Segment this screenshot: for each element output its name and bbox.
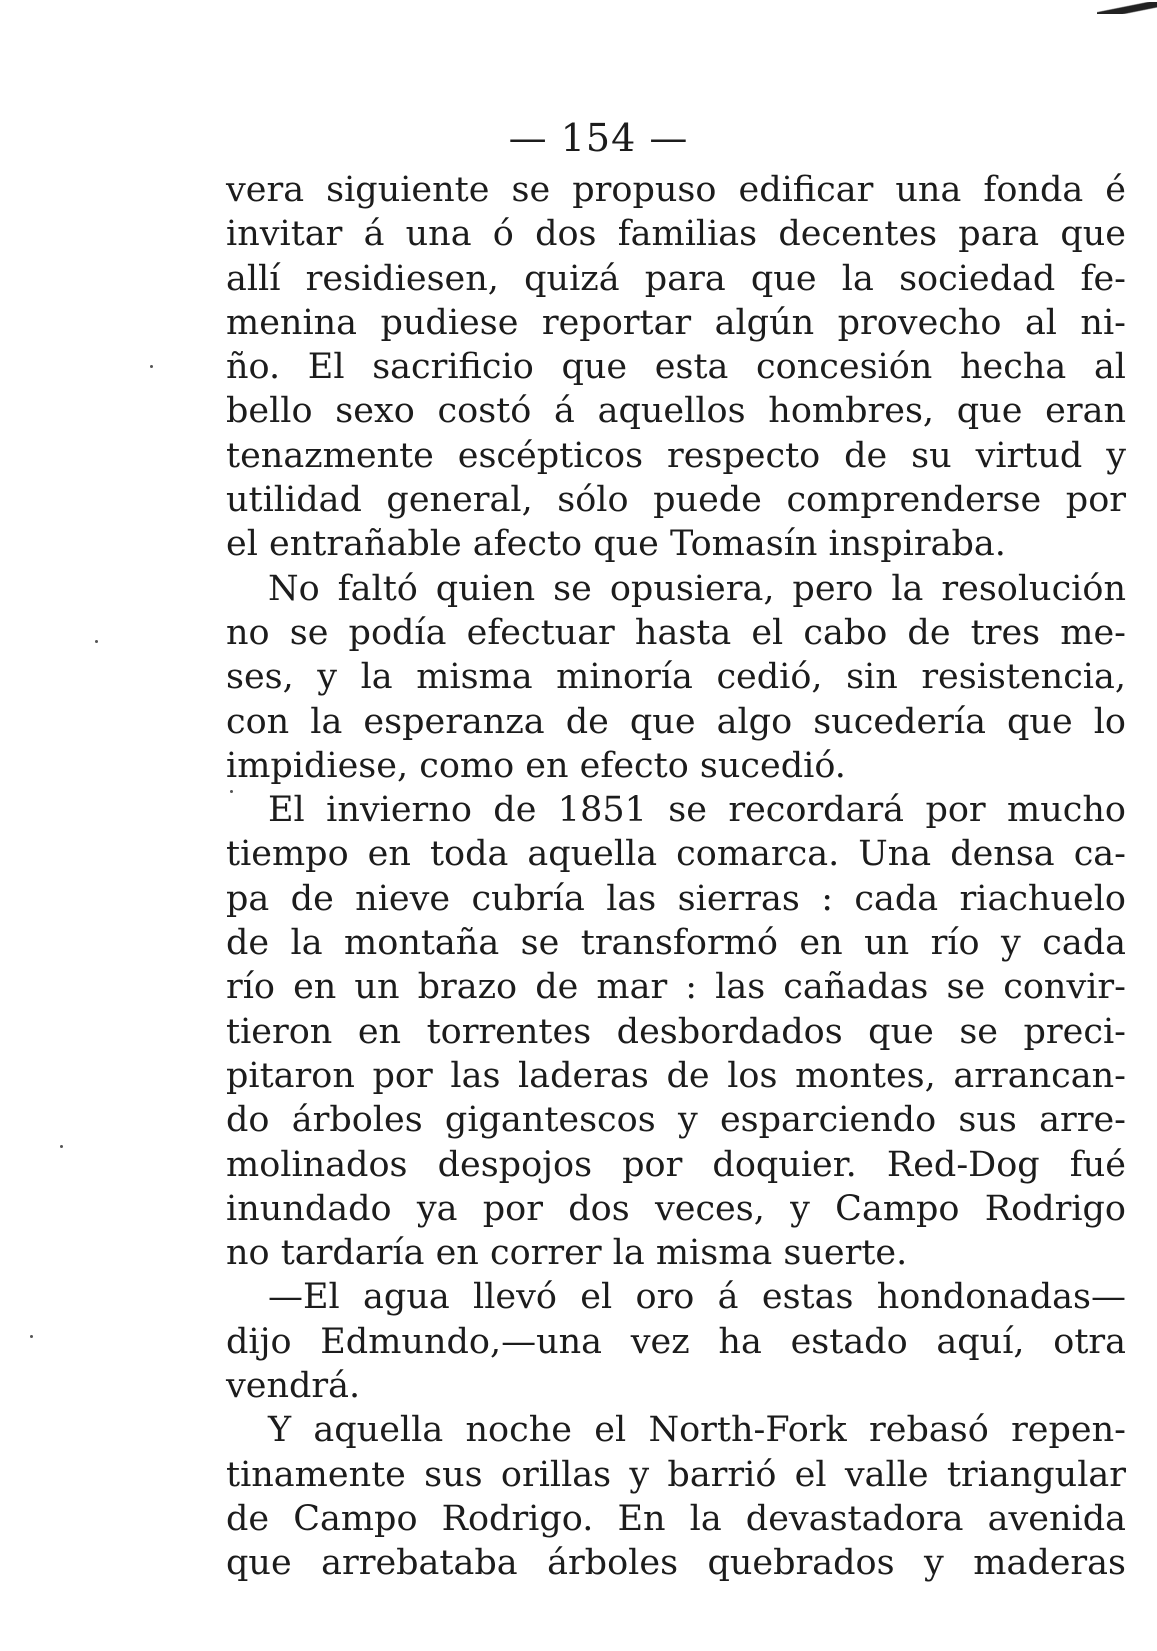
text-line: utilidad general, sólo puede comprenderse por (226, 480, 1126, 521)
text-line: vendrá. (226, 1366, 361, 1407)
text-line: impidiese, como en efecto sucedió. (226, 745, 846, 786)
text-line: de Campo Rodrigo. En la devastadora avenida (226, 1498, 1126, 1539)
text-line: allí residiesen, quizá para que la sociedad fe- (226, 258, 1126, 299)
paper-speck (150, 365, 153, 368)
corner-smudge (1097, 2, 1157, 14)
paper-speck (95, 640, 98, 643)
text-line: no tardaría en correr la misma suerte. (226, 1233, 908, 1274)
text-line: molinados despojos por doquier. Red-Dog fué (226, 1144, 1126, 1185)
text-line: tiempo en toda aquella comarca. Una densa ca- (226, 834, 1126, 875)
page-number: — 154 — (508, 116, 689, 160)
text-line: El invierno de 1851 se recordará por mucho (268, 790, 1126, 831)
text-line: ses, y la misma minoría cedió, sin resistencia, (226, 657, 1126, 698)
paper-speck (60, 1145, 63, 1148)
text-line: No faltó quien se opusiera, pero la resolución (268, 568, 1126, 609)
text-line: Y aquella noche el North-Fork rebasó repen- (268, 1410, 1126, 1451)
text-line: bello sexo costó á aquellos hombres, que eran (226, 391, 1126, 432)
text-line: río en un brazo de mar : las cañadas se convir- (226, 967, 1126, 1008)
text-line: menina pudiese reportar algún provecho al ni- (226, 302, 1126, 343)
text-line: do árboles gigantescos y esparciendo sus arre- (226, 1100, 1126, 1141)
text-line: ño. El sacrificio que esta concesión hecha al (226, 347, 1126, 388)
text-line: no se podía efectuar hasta el cabo de tres me- (226, 612, 1126, 653)
text-line: —El agua llevó el oro á estas hondonadas— (268, 1277, 1126, 1318)
text-line: tenazmente escépticos respecto de su virtud y (226, 435, 1126, 476)
paper-speck (230, 790, 233, 793)
body-text (226, 168, 1126, 1586)
text-line: que arrebataba árboles quebrados y maderas (226, 1543, 1126, 1584)
text-line: vera siguiente se propuso edificar una fonda é (226, 170, 1126, 210)
text-line: pa de nieve cubría las sierras : cada riachuelo (226, 878, 1126, 919)
text-line: el entrañable afecto que Tomasín inspiraba. (226, 524, 1006, 565)
text-line: invitar á una ó dos familias decentes para que (226, 214, 1126, 255)
text-line: tieron en torrentes desbordados que se preci- (226, 1011, 1126, 1052)
text-line: de la montaña se transformó en un río y cada (226, 923, 1126, 964)
text-line: tinamente sus orillas y barrió el valle triangular (226, 1454, 1126, 1495)
text-line: pitaron por las laderas de los montes, arrancan- (226, 1055, 1126, 1096)
text-line: inundado ya por dos veces, y Campo Rodrigo (226, 1188, 1126, 1229)
text-line: dijo Edmundo,—una vez ha estado aquí, otra (226, 1321, 1126, 1362)
text-line: con la esperanza de que algo sucedería que lo (226, 701, 1126, 742)
paper-speck (30, 1335, 33, 1338)
